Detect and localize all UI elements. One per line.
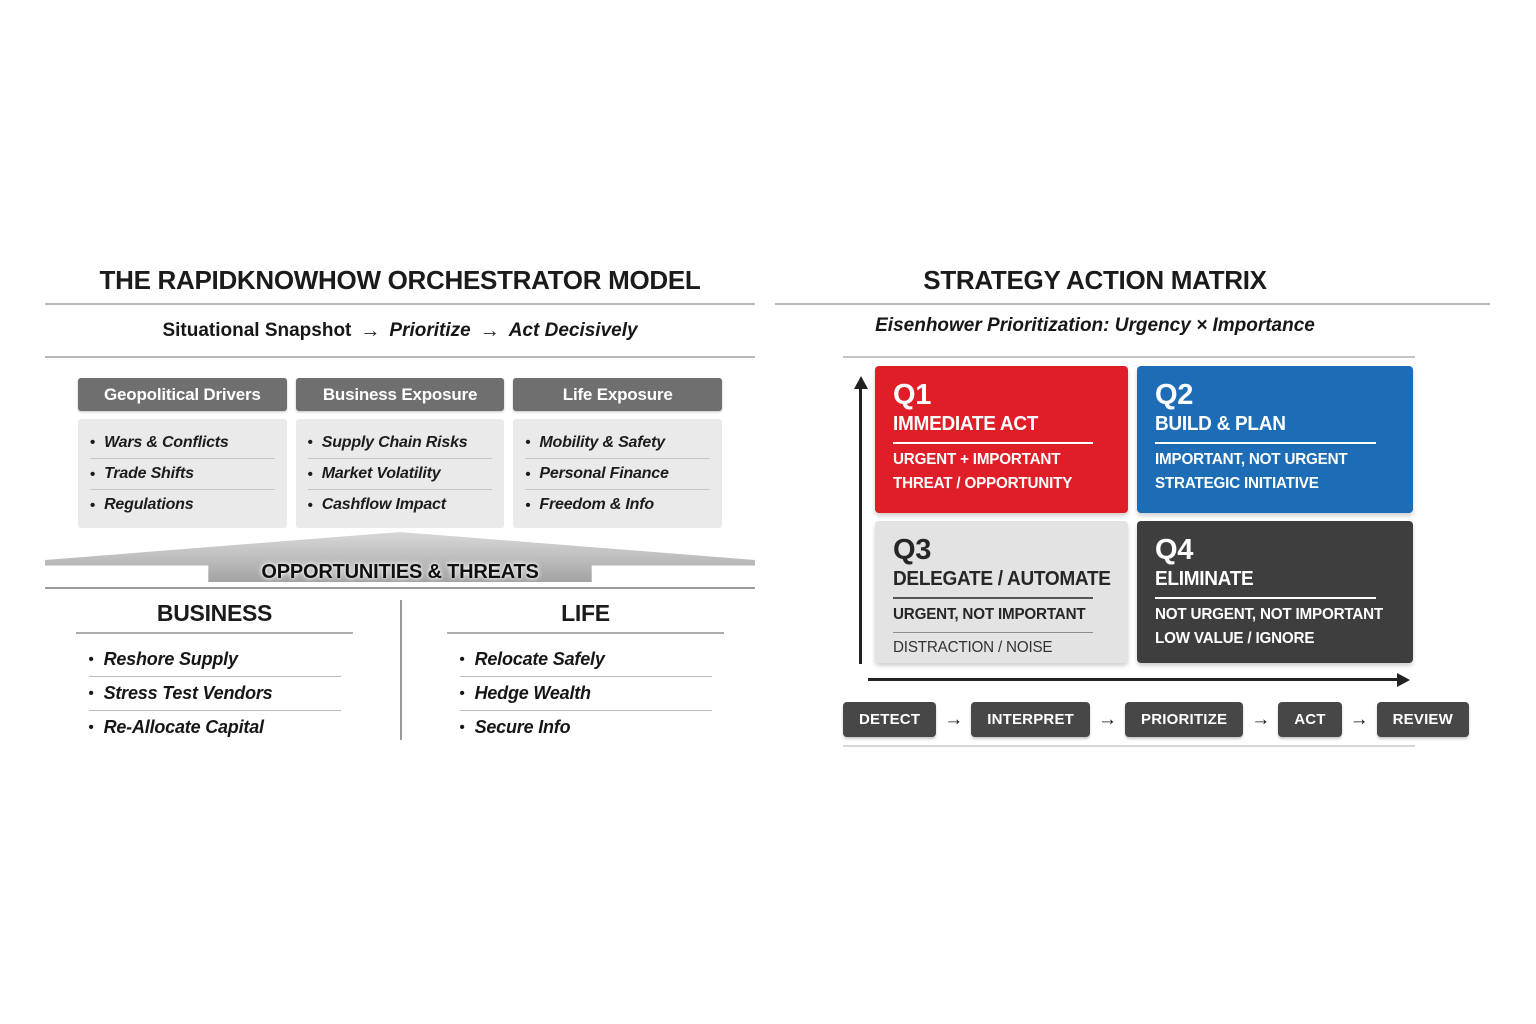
column-header: Business Exposure [296, 378, 505, 411]
list-item [460, 642, 712, 676]
divider [45, 587, 755, 589]
quadrant-rule [893, 442, 1093, 444]
list-item [525, 427, 710, 458]
list-item [90, 427, 275, 458]
bullet-icon: • [90, 434, 96, 451]
flow-arrow-icon: → [360, 319, 381, 342]
list-item [90, 489, 275, 520]
bullet-icon: • [459, 685, 465, 702]
list-item [460, 710, 712, 744]
quadrant-id: Q4 [1155, 534, 1194, 566]
column-header: Geopolitical Drivers [78, 378, 287, 411]
item-label: Trade Shifts [104, 465, 194, 482]
item-label: Stress Test Vendors [103, 683, 273, 703]
arrow-right-icon: → [944, 708, 964, 730]
arrow-right-icon: → [1251, 708, 1271, 730]
quadrant-name: DELEGATE / AUTOMATE [893, 568, 1111, 590]
process-step-review: REVIEW [1377, 702, 1469, 737]
quadrant-id: Q1 [893, 379, 932, 411]
quadrant-detail: THREAT / OPPORTUNITY [893, 475, 1073, 492]
quadrant-grid [875, 366, 1413, 663]
column-geopolitical-drivers [78, 378, 287, 528]
bullet-icon: • [88, 719, 94, 736]
quadrant-q3 [875, 521, 1128, 663]
list-item [308, 489, 493, 520]
item-label: Secure Info [474, 717, 571, 737]
quadrant-name: ELIMINATE [1155, 568, 1254, 590]
divider [45, 303, 755, 305]
quadrant-rule [1155, 442, 1376, 444]
quadrant-detail: URGENT + IMPORTANT [893, 451, 1061, 468]
quadrant-name: IMMEDIATE ACT [893, 413, 1039, 435]
bullet-icon: • [459, 650, 465, 668]
quadrant-rule [893, 632, 1093, 634]
divider [843, 745, 1415, 747]
item-label: Freedom & Info [539, 496, 654, 513]
quadrant-id: Q2 [1155, 379, 1194, 411]
item-label: Market Volatility [321, 465, 441, 482]
header-underline [76, 632, 353, 634]
quadrant-q2 [1137, 366, 1413, 513]
column-business-exposure [296, 378, 505, 528]
column-body [296, 419, 505, 528]
item-label: Reshore Supply [103, 648, 238, 669]
bullet-icon: • [88, 685, 94, 702]
outcome-items [89, 642, 341, 744]
list-item [308, 427, 493, 458]
bullet-icon: • [90, 496, 96, 514]
bullet-icon: • [525, 496, 531, 514]
bullet-icon: • [525, 434, 531, 451]
list-item [525, 458, 710, 489]
list-item [89, 710, 341, 744]
list-item [308, 458, 493, 489]
process-step-act: ACT [1278, 702, 1341, 737]
outcome-header: LIFE [561, 600, 610, 626]
quadrant-rule [893, 597, 1093, 599]
item-label: Regulations [104, 496, 194, 513]
item-label: Personal Finance [539, 465, 669, 482]
process-step-interpret: INTERPRET [971, 702, 1090, 737]
bullet-icon: • [88, 650, 94, 668]
flow-step-prioritize: Prioritize [389, 320, 471, 341]
header-underline [447, 632, 724, 634]
process-chain [843, 702, 1453, 737]
divider [775, 303, 1490, 305]
divider [45, 356, 755, 358]
list-item [525, 489, 710, 520]
outcome-header: BUSINESS [156, 600, 273, 626]
quadrant-detail: IMPORTANT, NOT URGENT [1155, 451, 1348, 468]
outcomes-section [45, 600, 755, 745]
item-label: Cashflow Impact [321, 496, 446, 513]
item-label: Hedge Wealth [474, 683, 591, 703]
item-label: Re-Allocate Capital [103, 717, 264, 737]
quadrant-detail: LOW VALUE / IGNORE [1155, 630, 1315, 647]
flow-arrow-icon: → [479, 319, 500, 342]
quadrant-q4 [1137, 521, 1413, 663]
strategy-matrix-panel [775, 265, 1490, 775]
quadrant-detail: STRATEGIC INITIATIVE [1155, 475, 1319, 492]
flow-step-snapshot: Situational Snapshot [162, 320, 352, 341]
quadrant-detail: DISTRACTION / NOISE [893, 639, 1053, 656]
urgency-axis-arrow-icon [868, 678, 1398, 681]
quadrant-name: BUILD & PLAN [1155, 413, 1286, 435]
driver-columns [45, 378, 755, 528]
matrix-subtitle: Eisenhower Prioritization: Urgency × Importance [875, 315, 1315, 336]
column-life-exposure [513, 378, 722, 528]
right-panel-title: STRATEGY ACTION MATRIX [923, 265, 1267, 295]
banner-label: OPPORTUNITIES & THREATS [261, 561, 539, 583]
bullet-icon: • [459, 719, 465, 736]
left-panel-title: THE RAPIDKNOWHOW ORCHESTRATOR MODEL [99, 265, 701, 295]
importance-axis-arrow-icon [859, 388, 862, 664]
divider [843, 356, 1415, 358]
flow-step-act: Act Decisively [508, 320, 638, 341]
item-label: Relocate Safely [474, 648, 605, 669]
orchestrator-model-panel [45, 265, 755, 775]
process-step-detect: DETECT [843, 702, 936, 737]
quadrant-detail: NOT URGENT, NOT IMPORTANT [1155, 606, 1384, 623]
outcome-column-life [400, 600, 755, 744]
quadrant-id: Q3 [893, 534, 932, 566]
bullet-icon: • [525, 465, 531, 483]
process-step-prioritize: PRIORITIZE [1125, 702, 1243, 737]
eisenhower-matrix [843, 366, 1415, 691]
column-header: Life Exposure [513, 378, 722, 411]
bullet-icon: • [90, 465, 96, 483]
bullet-icon: • [307, 496, 313, 514]
quadrant-q1 [875, 366, 1128, 513]
item-label: Wars & Conflicts [104, 433, 229, 451]
item-label: Mobility & Safety [539, 433, 665, 451]
list-item [90, 458, 275, 489]
arrow-right-icon: → [1349, 708, 1369, 730]
arrow-right-icon: → [1098, 708, 1118, 730]
situational-flow [45, 315, 755, 347]
outcome-column-business [45, 600, 400, 744]
column-body [513, 419, 722, 528]
item-label: Supply Chain Risks [321, 433, 468, 451]
bullet-icon: • [307, 434, 313, 451]
bullet-icon: • [307, 465, 313, 483]
quadrant-rule [1155, 597, 1376, 599]
column-body [78, 419, 287, 528]
outcome-items [460, 642, 712, 744]
list-item [460, 676, 712, 710]
quadrant-detail: URGENT, NOT IMPORTANT [893, 605, 1086, 623]
list-item [89, 676, 341, 710]
list-item [89, 642, 341, 676]
